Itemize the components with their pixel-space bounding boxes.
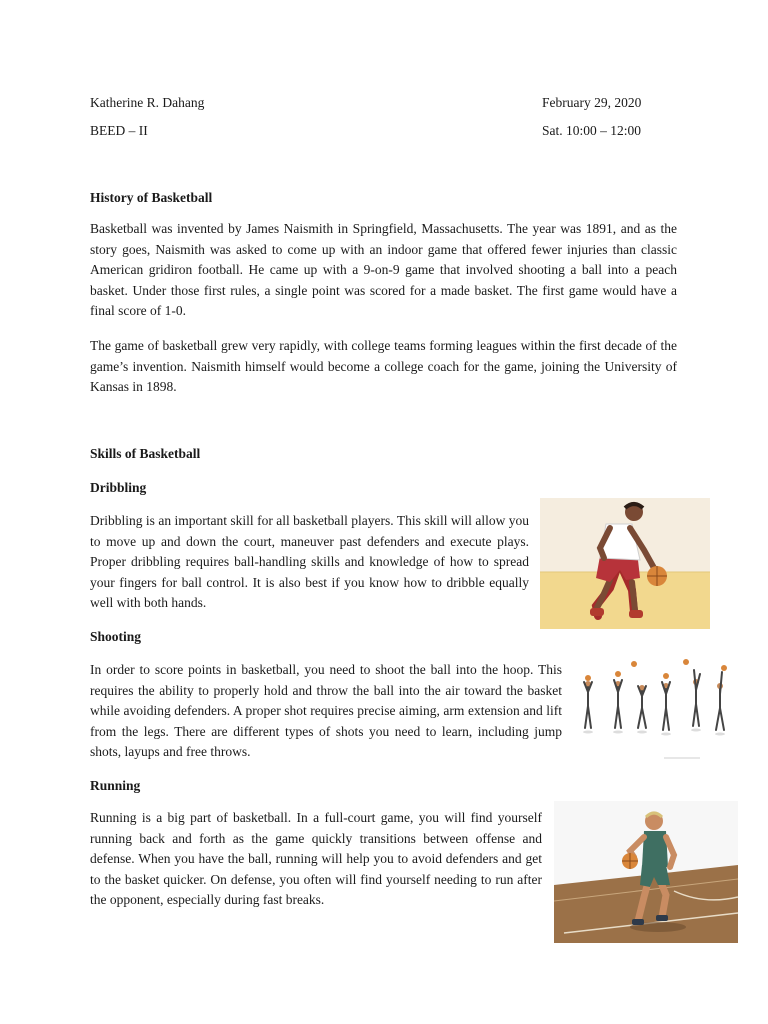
dribbling-illustration (540, 498, 710, 629)
schedule-label: Sat. 10:00 – 12:00 (542, 123, 642, 138)
date-label: February 29, 2020 (542, 95, 642, 110)
shooting-paragraph: In order to score points in basketball, you need to shoot the ball into the hoop. This requires the ability to properly hold and throw the ball into the air toward the basket while avoiding defenders. A proper shot requires precise aiming, arm extension and lift from the legs. There are different types of shots you need to learn, including jump shots, layups and free throws. (90, 662, 562, 760)
running-illustration (554, 801, 738, 943)
history-paragraph-2: The game of basketball grew very rapidly, with college teams forming leagues within the first decade of the game’s invention. Naismith himself would become a college coach for the game, joining the University of Kansas in 1898. (90, 338, 677, 395)
shooting-sequence-illustration (574, 656, 738, 764)
dribbling-heading: Dribbling (90, 480, 147, 495)
running-paragraph: Running is a big part of basketball. In a full-court game, you will find yourself running back and forth as the game quickly transitions between offense and defense. When you have the ball, running will help you to avoid defenders and get to the basket quicker. On defense, you often will find yourself needing to run after the opponent, especially during fast breaks. (90, 810, 542, 908)
course-label: BEED – II (90, 123, 148, 138)
running-heading: Running (90, 778, 141, 793)
skills-heading: Skills of Basketball (90, 446, 201, 461)
history-paragraph-1: Basketball was invented by James Naismith in Springfield, Massachusetts. The year was 1891, and as the story goes, Naismith was asked to come up with an indoor game that offered fewer injuries than classic American gridiron football. He came up with a 9-on-9 game that involved shooting a ball into a peach basket. Under those first rules, a single point was scored for a made basket. The first game would have a final score of 1-0. (90, 221, 677, 319)
dribbling-paragraph: Dribbling is an important skill for all basketball players. This skill will allow you to move up and down the court, maneuver past defenders and execute plays. Proper dribbling requires ball-handling skills and knowledge of how to spread your fingers for ball control. It is also best if you know how to dribble equally well with both hands. (90, 513, 529, 611)
history-heading: History of Basketball (90, 190, 213, 205)
author-name: Katherine R. Dahang (90, 95, 205, 110)
shooting-heading: Shooting (90, 629, 142, 644)
